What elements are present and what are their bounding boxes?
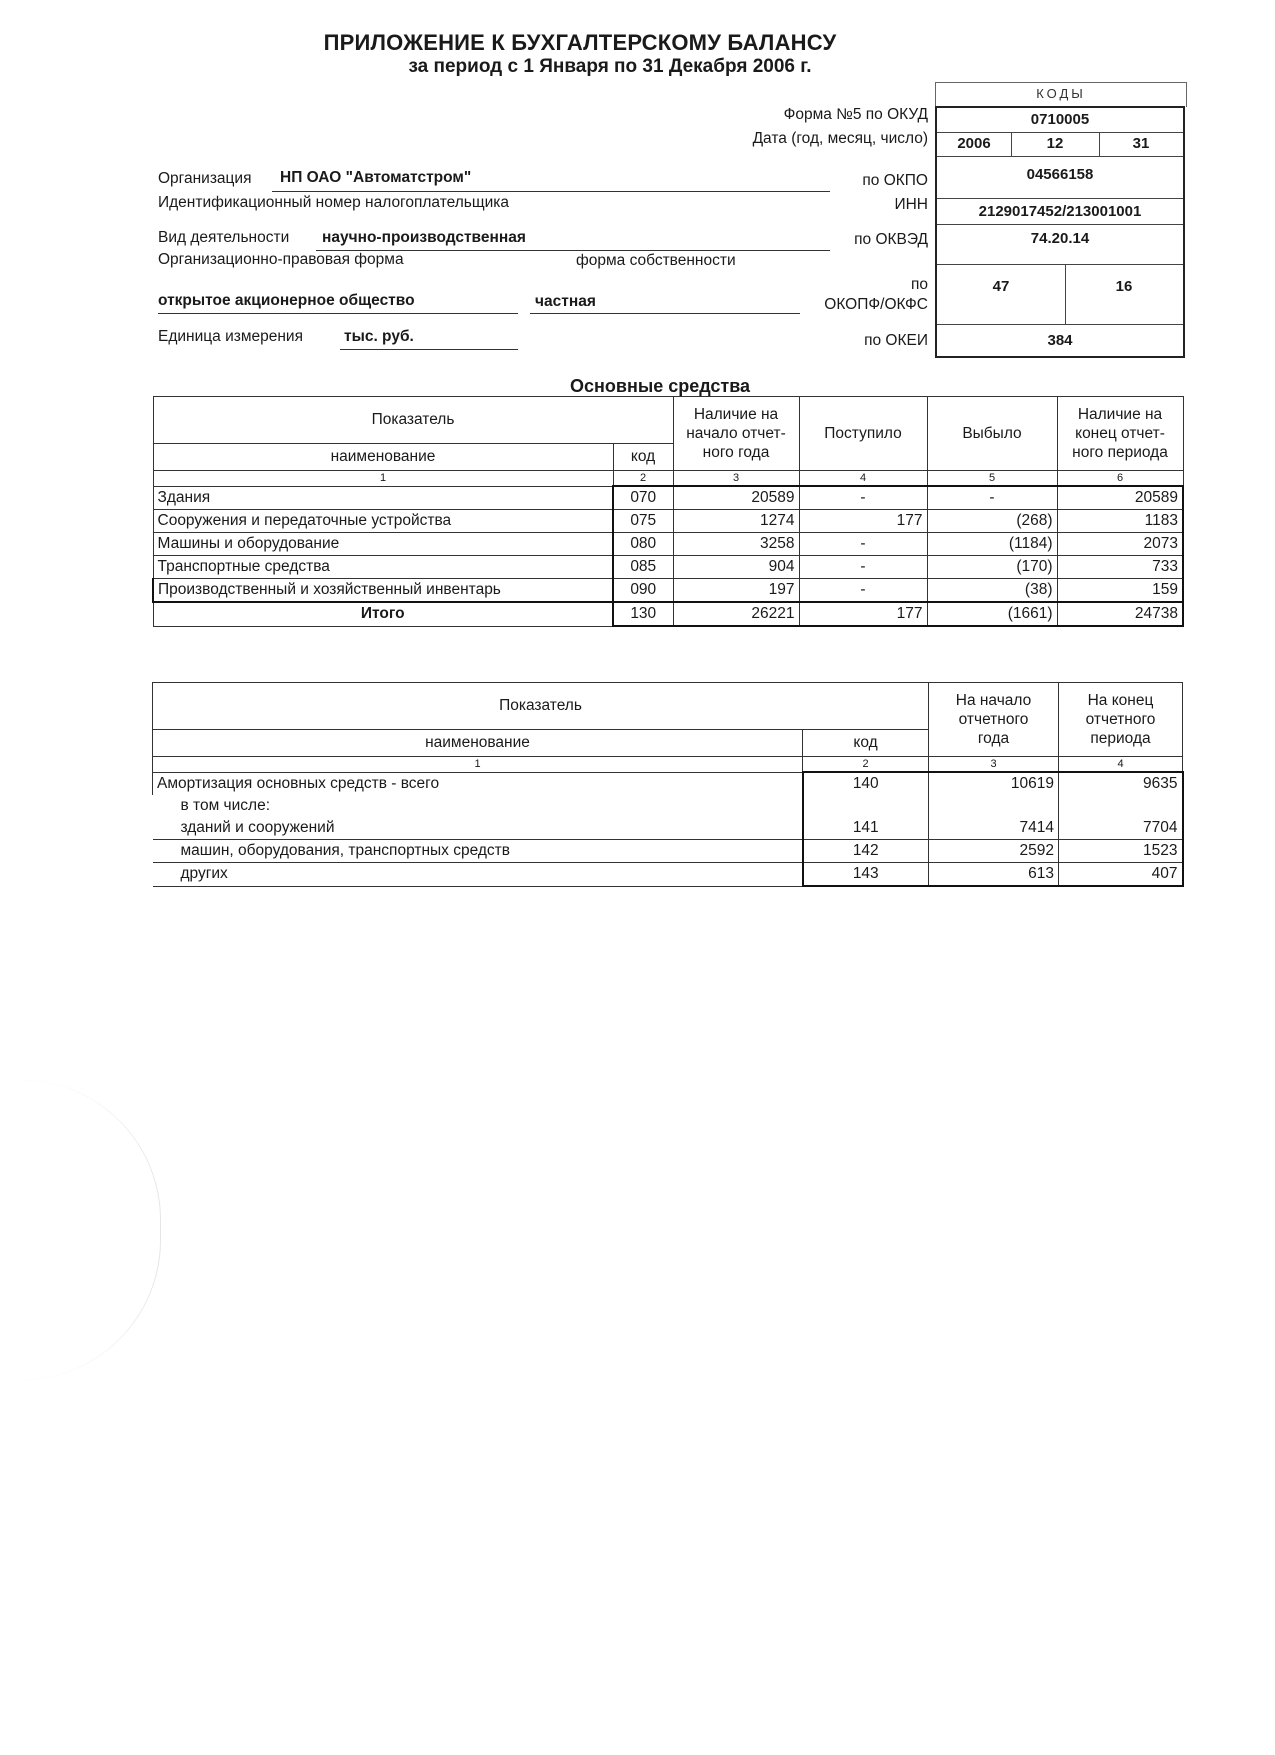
fa-row-code: 070: [613, 486, 673, 510]
dep-row-begin: 2592: [929, 840, 1059, 863]
dep-colnum: 2: [803, 757, 929, 773]
fa-row-code: 080: [613, 533, 673, 556]
table-row: [153, 817, 1183, 840]
dep-row-name: зданий и сооружений: [180, 819, 335, 836]
fa-row-name: Машины и оборудование: [153, 533, 613, 556]
fa-colnum: 6: [1057, 471, 1183, 487]
dep-row-end: 407: [1059, 863, 1183, 887]
dep-colnum-row: [153, 757, 1183, 773]
date-year: 2006: [957, 135, 991, 152]
date-month: 12: [1046, 135, 1064, 152]
codes-frame: [935, 106, 1185, 358]
fa-row-disposed: (268): [927, 510, 1057, 533]
fa-h-end: [1057, 397, 1183, 471]
dep-row-code: 140: [803, 772, 929, 795]
dep-row-name: машин, оборудования, транспортных средств: [153, 840, 803, 863]
dep-h-name: наименование: [153, 730, 803, 757]
fa-row-received: -: [799, 486, 927, 510]
fa-h-name: наименование: [153, 444, 613, 471]
fa-row-end: 1183: [1057, 510, 1183, 533]
dep-row-name: в том числе:: [180, 797, 271, 814]
date-day: 31: [1132, 135, 1150, 152]
dep-header-row-1: [153, 683, 1183, 730]
fa-row-name: Здания: [153, 486, 613, 510]
fa-row-begin: 904: [673, 556, 799, 579]
okved-code: 74.20.14: [1030, 230, 1090, 247]
table-row: [153, 533, 1183, 556]
fa-h-begin-2: начало отчет-: [686, 425, 786, 442]
dep-row-end: 1523: [1059, 840, 1183, 863]
dep-h-end-2: отчетного: [1085, 711, 1156, 728]
dep-h-end-1: На конец: [1087, 692, 1154, 709]
dep-row-name: других: [153, 863, 803, 887]
codes-box: [935, 82, 1185, 358]
inn-label: Идентификационный номер налогоплательщика: [158, 194, 510, 211]
fa-h-code: код: [613, 444, 673, 471]
inn-code-label: ИНН: [894, 196, 928, 213]
dep-row-name: Амортизация основных средств - всего: [153, 772, 803, 795]
unit-label: Единица измерения: [158, 328, 303, 345]
fa-h-begin: [673, 397, 799, 471]
fa-total-end: 24738: [1057, 602, 1183, 626]
dep-colnum: 3: [929, 757, 1059, 773]
fa-colnum: 4: [799, 471, 927, 487]
depreciation-table: [152, 682, 1184, 887]
dep-row-code: 143: [803, 863, 929, 887]
fa-h-indicator: Показатель: [153, 397, 673, 444]
dep-h-begin-3: года: [977, 730, 1010, 747]
fa-total-name: Итого: [153, 602, 613, 626]
okud-label: Форма №5 по ОКУД: [783, 106, 928, 123]
inn-code: 2129017452/213001001: [978, 203, 1142, 220]
fa-row-code: 085: [613, 556, 673, 579]
okved-label: по ОКВЭД: [854, 231, 928, 248]
dep-row-begin: [929, 795, 1059, 817]
dep-row-end: [1059, 795, 1183, 817]
dep-row-begin: 613: [929, 863, 1059, 887]
fa-h-disposed: Выбыло: [927, 397, 1057, 471]
dep-row-code: [803, 795, 929, 817]
okopf-code: 47: [992, 278, 1010, 295]
codes-header: КОДЫ: [935, 82, 1187, 107]
ownership-value: частная: [535, 293, 596, 310]
fa-colnum: 1: [153, 471, 613, 487]
fa-row-end: 733: [1057, 556, 1183, 579]
activity-value: научно-производственная: [322, 229, 526, 246]
activity-label: Вид деятельности: [158, 229, 290, 246]
fa-h-received: Поступило: [799, 397, 927, 471]
fa-total-received: 177: [799, 602, 927, 626]
okfs-code: 16: [1115, 278, 1133, 295]
table-total-row: [153, 602, 1183, 626]
fa-row-begin: 1274: [673, 510, 799, 533]
fixed-assets-title: Основные средства: [570, 376, 751, 396]
scan-artifact: [0, 1080, 161, 1380]
org-value: НП ОАО "Автоматстром": [280, 169, 472, 186]
fa-total-code: 130: [613, 602, 673, 626]
table-row: [153, 486, 1183, 510]
okud-code: 0710005: [1030, 111, 1090, 128]
legal-form-underline: [158, 313, 518, 314]
fa-row-end: 159: [1057, 579, 1183, 603]
fa-row-disposed: (170): [927, 556, 1057, 579]
fa-row-name: Производственный и хозяйственный инвентарь: [153, 579, 613, 603]
legal-form-label: Организационно-правовая форма: [158, 251, 404, 268]
fa-header-row-1: [153, 397, 1183, 444]
unit-underline: [340, 349, 518, 350]
dep-h-indicator: Показатель: [153, 683, 929, 730]
dep-row-begin: 7414: [929, 817, 1059, 840]
table-row: [153, 510, 1183, 533]
document-period: за период с 1 Января по 31 Декабря 2006 г.: [408, 56, 812, 77]
fa-row-received: 177: [799, 510, 927, 533]
fa-row-begin: 3258: [673, 533, 799, 556]
fa-h-begin-1: Наличие на: [693, 406, 779, 423]
fa-row-received: -: [799, 533, 927, 556]
fixed-assets-table: [152, 396, 1184, 627]
fa-h-end-1: Наличие на: [1077, 406, 1163, 423]
dep-colnum: 4: [1059, 757, 1183, 773]
okei-label: по ОКЕИ: [864, 332, 928, 349]
dep-row-code: 141: [803, 817, 929, 840]
ownership-label: форма собственности: [576, 252, 736, 269]
fa-colnum: 3: [673, 471, 799, 487]
fa-h-begin-3: ного года: [702, 444, 770, 461]
ownership-underline: [530, 313, 800, 314]
okpo-code: 04566158: [1026, 166, 1094, 183]
fa-row-disposed: (1184): [927, 533, 1057, 556]
okopf-label-top: по: [910, 276, 928, 293]
okei-code: 384: [1047, 332, 1073, 349]
table-row: [153, 556, 1183, 579]
document-title: ПРИЛОЖЕНИЕ К БУХГАЛТЕРСКОМУ БАЛАНСУ: [323, 30, 837, 55]
org-underline: [272, 191, 830, 192]
dep-h-end-3: периода: [1090, 730, 1151, 747]
org-label: Организация: [158, 170, 252, 187]
fa-row-name: Транспортные средства: [153, 556, 613, 579]
dep-h-code: код: [803, 730, 929, 757]
dep-h-begin: [929, 683, 1059, 757]
dep-row-end: 9635: [1059, 772, 1183, 795]
fa-row-code: 075: [613, 510, 673, 533]
table-row: [153, 795, 1183, 817]
unit-value: тыс. руб.: [344, 328, 414, 345]
fa-row-received: -: [799, 579, 927, 603]
fa-row-code: 090: [613, 579, 673, 603]
fa-row-begin: 20589: [673, 486, 799, 510]
legal-form-value: открытое акционерное общество: [158, 292, 415, 309]
dep-h-end: [1059, 683, 1183, 757]
table-row: [153, 840, 1183, 863]
table-row: [153, 579, 1183, 603]
fa-total-disposed: (1661): [927, 602, 1057, 626]
fa-colnum: 2: [613, 471, 673, 487]
fa-row-name: Сооружения и передаточные устройства: [153, 510, 613, 533]
fa-colnum-row: [153, 471, 1183, 487]
dep-row-end: 7704: [1059, 817, 1183, 840]
dep-h-begin-2: отчетного: [958, 711, 1029, 728]
fa-row-end: 20589: [1057, 486, 1183, 510]
dep-h-begin-1: На начало: [955, 692, 1032, 709]
fa-total-begin: 26221: [673, 602, 799, 626]
dep-row-begin: 10619: [929, 772, 1059, 795]
fa-row-received: -: [799, 556, 927, 579]
fa-colnum: 5: [927, 471, 1057, 487]
fa-h-end-3: ного периода: [1072, 444, 1168, 461]
fa-row-begin: 197: [673, 579, 799, 603]
fa-row-disposed: (38): [927, 579, 1057, 603]
okpo-label: по ОКПО: [862, 172, 928, 189]
fa-row-end: 2073: [1057, 533, 1183, 556]
okopf-label: ОКОПФ/ОКФС: [824, 296, 928, 313]
table-row: [153, 863, 1183, 887]
dep-colnum: 1: [153, 757, 803, 773]
fa-row-disposed: -: [927, 486, 1057, 510]
dep-row-code: 142: [803, 840, 929, 863]
fa-h-end-2: конец отчет-: [1075, 425, 1165, 442]
date-label: Дата (год, месяц, число): [752, 130, 928, 147]
table-row: [153, 772, 1183, 795]
